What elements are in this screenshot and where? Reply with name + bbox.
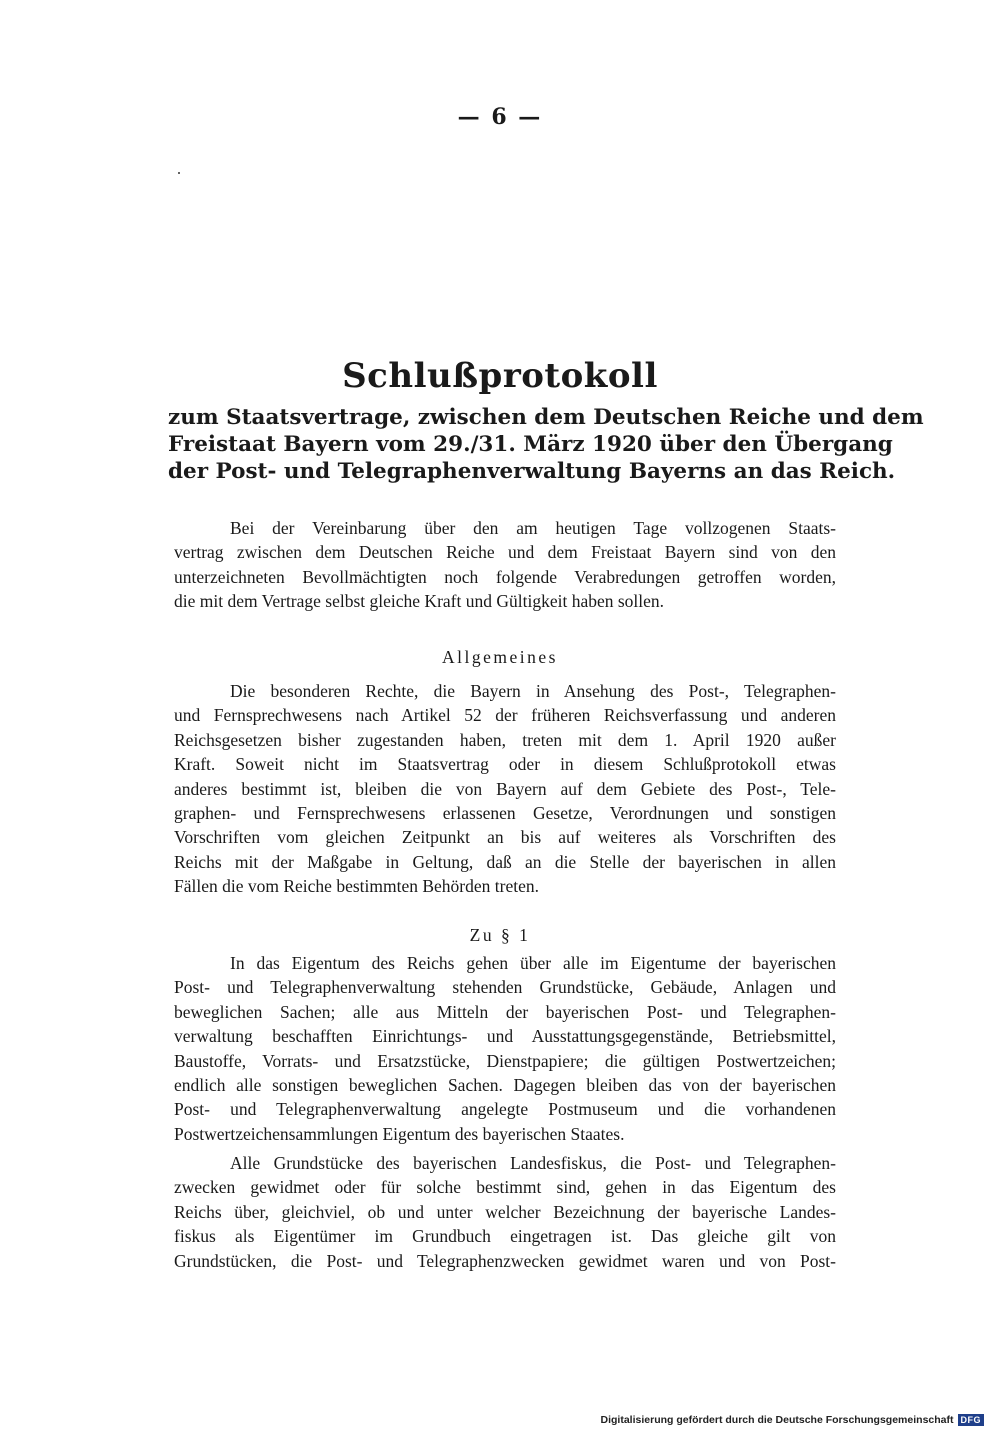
text-line: und Fernsprechwesens nach Artikel 52 der früheren Reichsverfassung und anderen: [174, 705, 836, 726]
text-line: fiskus als Eigentümer im Grundbuch eingetragen ist. Das gleiche gilt von: [174, 1226, 836, 1247]
document-subtitle: [168, 404, 924, 485]
text-line: Alle Grundstücke des bayerischen Landesfiskus, die Post- und Telegraphen-: [230, 1153, 836, 1173]
text-line: graphen- und Fernsprechwesens erlassenen Gesetze, Verordnungen und sonstigen: [174, 803, 836, 824]
text-line: Fällen die vom Reiche bestimmten Behörden treten.: [174, 876, 539, 897]
speck-mark: [178, 172, 180, 174]
text-line: zwecken gewidmet oder für solche bestimmt sind, gehen in das Eigentum des: [174, 1177, 836, 1198]
dfg-logo-icon: DFG: [958, 1414, 985, 1426]
zu1-paragraph-2: [174, 1151, 836, 1273]
text-line: verwaltung beschafften Einrichtungs- und Ausstattungsgegenstände, Betriebsmittel,: [174, 1026, 836, 1047]
section-heading-allgemeines: Allgemeines: [442, 647, 558, 667]
text-line: beweglichen Sachen; alle aus Mitteln der bayerischen Post- und Telegraphen-: [174, 1001, 836, 1022]
text-line: Die besonderen Rechte, die Bayern in Ansehung des Post-, Telegraphen-: [230, 681, 836, 701]
text-line: Baustoffe, Vorrats- und Ersatzstücke, Dienstpapiere; die gültigen Postwertzeichen;: [174, 1050, 836, 1071]
text-line: vertrag zwischen dem Deutschen Reiche und dem Freistaat Bayern sind von den: [174, 542, 836, 563]
text-line: Bei der Vereinbarung über den am heutigen Tage vollzogenen Staats-: [230, 518, 836, 538]
digitization-footer: [601, 1414, 984, 1426]
text-line: endlich alle sonstigen beweglichen Sachen. Dagegen bleiben das von der bayerischen: [174, 1075, 836, 1096]
text-line: Post- und Telegraphenverwaltung angelegte Postmuseum und die vorhandenen: [174, 1099, 836, 1120]
text-line: In das Eigentum des Reichs gehen über alle im Eigentume der bayerischen: [230, 953, 836, 973]
footer-text: Digitalisierung gefördert durch die Deutsche Forschungsgemeinschaft: [600, 1414, 954, 1426]
document-title: Schlußprotokoll: [342, 356, 658, 396]
zu1-paragraph-1: [174, 951, 836, 1146]
subtitle-line: der Post- und Telegraphenverwaltung Bayerns an das Reich.: [168, 459, 896, 484]
text-line: Grundstücken, die Post- und Telegraphenzwecken gewidmet waren und von Post-: [174, 1250, 836, 1271]
intro-paragraph: [174, 516, 836, 614]
text-line: anderes bestimmt ist, bleiben die von Bayern auf dem Gebiete des Post-, Tele-: [174, 778, 836, 799]
text-line: unterzeichneten Bevollmächtigten noch folgende Verabredungen getroffen worden,: [174, 566, 836, 587]
text-line: Vorschriften vom gleichen Zeitpunkt an bis auf weiteres als Vorschriften des: [174, 827, 836, 848]
text-line: Post- und Telegraphenverwaltung stehenden Grundstücke, Gebäude, Anlagen und: [174, 977, 836, 998]
subtitle-line: Freistaat Bayern vom 29./31. März 1920 über den Übergang: [168, 432, 893, 457]
page-number: — 6 —: [457, 104, 543, 130]
section-heading-zu-1: Zu § 1: [469, 925, 531, 945]
text-line: Reichs mit der Maßgabe in Geltung, daß an die Stelle der bayerischen in allen: [174, 851, 836, 872]
subtitle-line: zum Staatsvertrage, zwischen dem Deutschen Reiche und dem: [168, 405, 924, 430]
text-line: die mit dem Vertrage selbst gleiche Kraft und Gültigkeit haben sollen.: [174, 591, 665, 612]
allgemeines-paragraph: [174, 679, 836, 899]
text-line: Reichsgesetzen bisher zugestanden haben, treten mit dem 1. April 1920 außer: [174, 729, 836, 750]
text-line: Kraft. Soweit nicht im Staatsvertrag oder in diesem Schlußprotokoll etwas: [174, 754, 836, 775]
text-line: Reichs über, gleichviel, ob und unter welcher Bezeichnung der bayerische Landes-: [174, 1201, 836, 1222]
text-line: Postwertzeichensammlungen Eigentum des bayerischen Staates.: [174, 1123, 625, 1144]
